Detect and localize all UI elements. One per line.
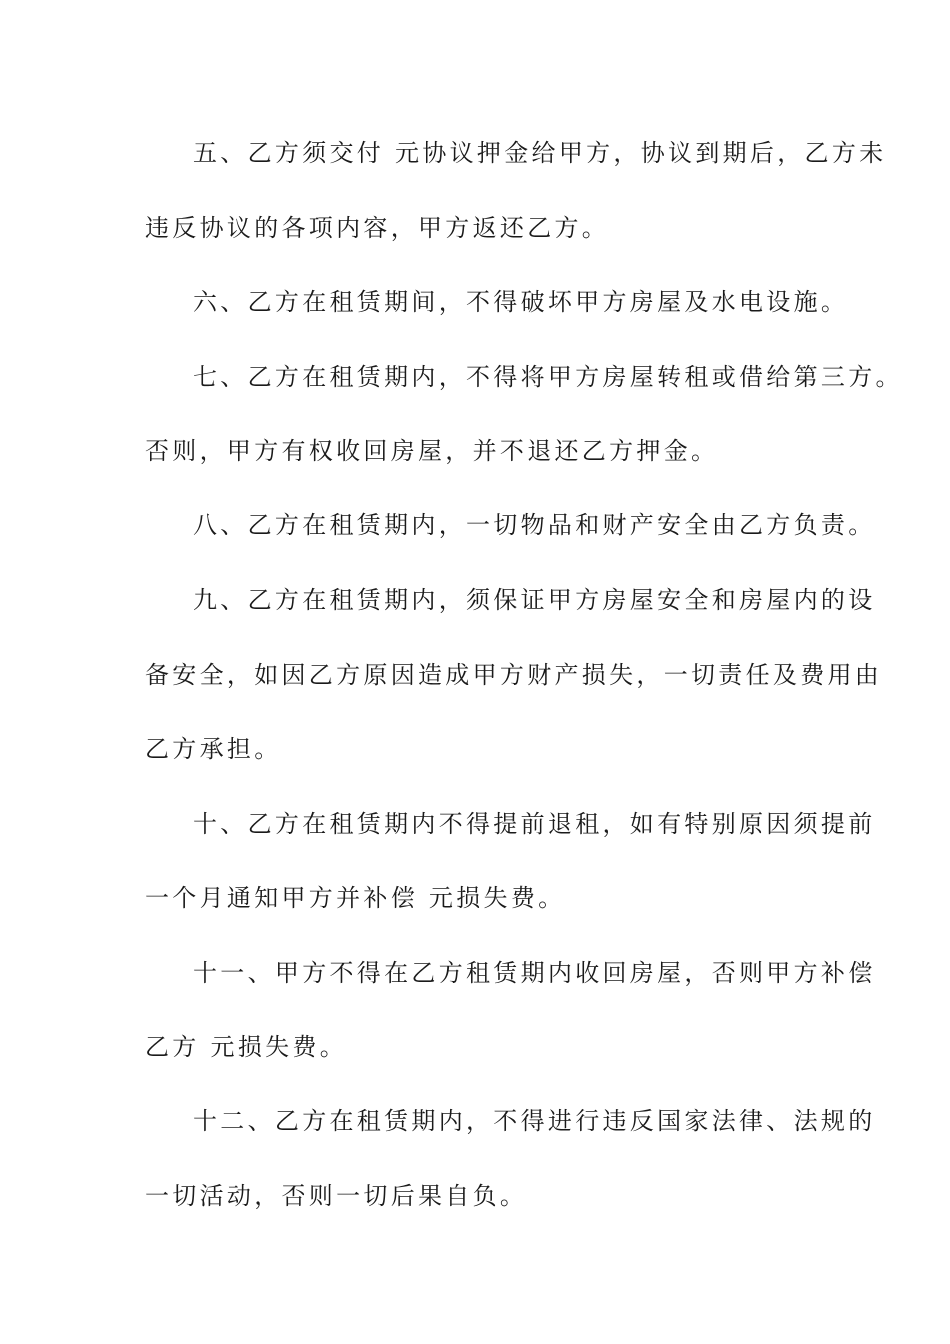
clause-9-line-3: 乙方承担。: [145, 735, 282, 763]
clause-6-line-1: 六、乙方在租赁期间，不得破坏甲方房屋及水电设施。: [193, 288, 849, 316]
clause-5-line-2: 违反协议的各项内容，甲方返还乙方。: [145, 214, 610, 242]
clause-8-line-1: 八、乙方在租赁期内，一切物品和财产安全由乙方负责。: [193, 511, 876, 539]
clause-9-line-1: 九、乙方在租赁期内，须保证甲方房屋安全和房屋内的设: [193, 586, 876, 614]
clause-7-line-2: 否则，甲方有权收回房屋，并不退还乙方押金。: [145, 437, 719, 465]
clause-11-line-2: 乙方 元损失费。: [145, 1033, 348, 1061]
clause-12-line-2: 一切活动，否则一切后果自负。: [145, 1182, 528, 1210]
clause-9-line-2: 备安全，如因乙方原因造成甲方财产损失，一切责任及费用由: [145, 661, 883, 689]
clause-12-line-1: 十二、乙方在租赁期内，不得进行违反国家法律、法规的: [193, 1107, 876, 1135]
clause-11-line-1: 十一、甲方不得在乙方租赁期内收回房屋，否则甲方补偿: [193, 959, 876, 987]
clause-5-line-1: 五、乙方须交付 元协议押金给甲方，协议到期后，乙方未: [193, 139, 887, 167]
clause-7-line-1: 七、乙方在租赁期内，不得将甲方房屋转租或借给第三方。: [193, 363, 903, 391]
clause-10-line-2: 一个月通知甲方并补偿 元损失费。: [145, 884, 566, 912]
clause-10-line-1: 十、乙方在租赁期内不得提前退租，如有特别原因须提前: [193, 810, 876, 838]
